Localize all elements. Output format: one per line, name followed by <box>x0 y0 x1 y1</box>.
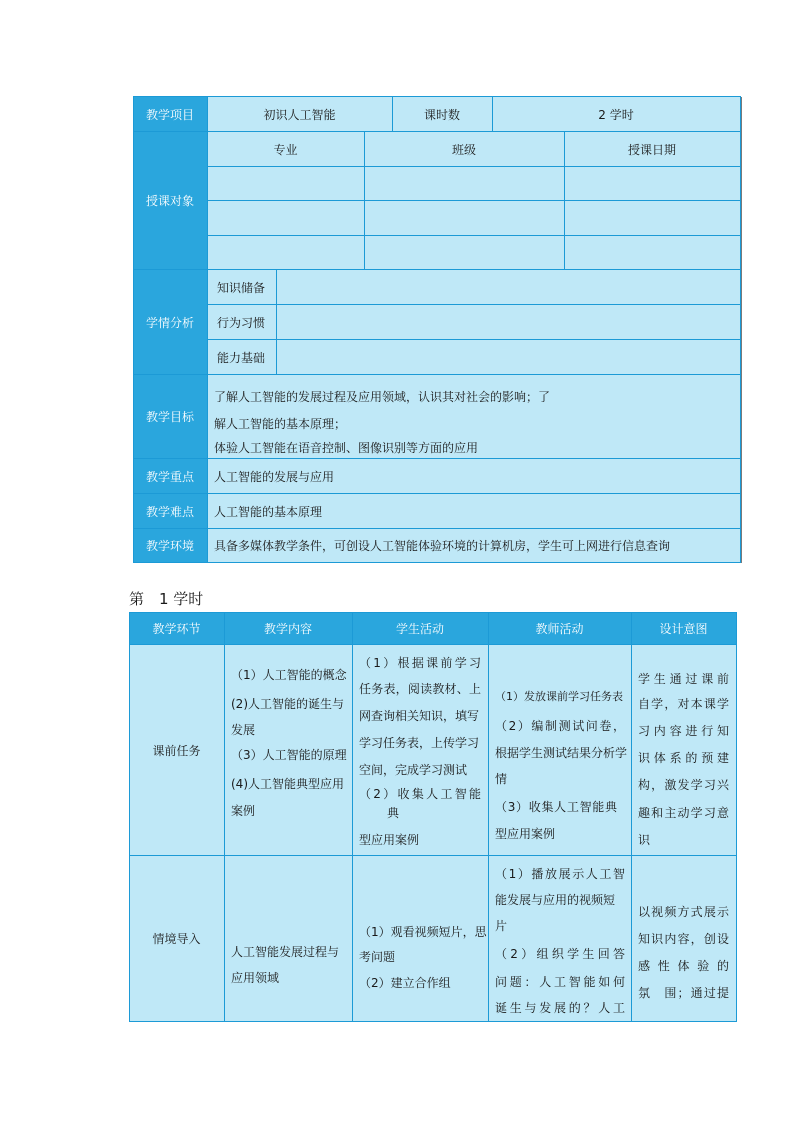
list-item: 网查询相关知识，填写 <box>359 709 480 723</box>
list-item: 空间，完成学习测试 <box>359 763 468 777</box>
list-item: （3）人工智能的原理 <box>231 748 347 762</box>
list-item: 型应用案例 <box>495 827 556 841</box>
goal-line-2: 解人工智能的基本原理； <box>214 417 347 431</box>
list-item: 人工智能发展过程与 <box>231 945 340 959</box>
hours-value: 2 学时 <box>598 107 634 122</box>
list-item: (2)人工智能的诞生与 <box>231 697 344 711</box>
key-point-label: 教学重点 <box>145 469 194 484</box>
list-item: （1）播放展示人工智 <box>495 867 625 881</box>
list-item: 识体系的预建 <box>638 751 729 765</box>
difficulty-label: 教学难点 <box>145 504 194 519</box>
list-item: 型应用案例 <box>359 833 420 847</box>
analysis-ability: 能力基础 <box>217 350 266 365</box>
goal-line-1: 了解人工智能的发展过程及应用领域，认识其对社会的影响；了 <box>214 390 551 404</box>
list-item: 诞生与发展的？人工 <box>495 1001 625 1015</box>
major-header: 专业 <box>273 142 298 157</box>
header-stage: 教学环节 <box>152 621 201 636</box>
list-item: （1）人工智能的概念 <box>231 668 347 682</box>
session-heading: 第 1 学时 <box>129 590 204 608</box>
list-item: （1）根据课前学习 <box>359 656 481 670</box>
list-item: (4)人工智能典型应用 <box>231 777 344 791</box>
list-item: 学习任务表，上传学习 <box>359 736 480 750</box>
goal-label: 教学目标 <box>145 410 194 424</box>
list-item: （1）观看视频短片，思 <box>359 925 487 939</box>
difficulty-value: 人工智能的基本原理 <box>214 504 323 519</box>
project-label: 教学项目 <box>145 107 194 122</box>
audience-label: 授课对象 <box>145 194 194 208</box>
list-item: 习内容进行知 <box>638 724 729 738</box>
list-item: 任务表，阅读教材、上 <box>359 682 481 696</box>
list-item: 识 <box>638 833 651 847</box>
list-item: （3）收集人工智能典 <box>495 800 617 814</box>
list-item: 知识内容，创设 <box>638 932 729 946</box>
list-item: 案例 <box>231 804 256 818</box>
header-student-activity: 学生活动 <box>395 621 444 636</box>
list-item: 发展 <box>231 723 256 737</box>
goal-line-3: 体验人工智能在语音控制、图像识别等方面的应用 <box>214 441 479 455</box>
list-item: 感性体验的 <box>638 959 729 973</box>
project-value: 初识人工智能 <box>263 107 336 122</box>
header-design-intent: 设计意图 <box>659 621 708 636</box>
list-item: 自学，对本课学 <box>638 697 729 711</box>
header-content: 教学内容 <box>263 621 312 636</box>
list-item: （2）组织学生回答 <box>495 947 625 961</box>
list-item: 根据学生测试结果分析学 <box>495 746 628 760</box>
date-header: 授课日期 <box>627 142 676 157</box>
list-item: 能发展与应用的视频短 <box>495 893 616 907</box>
list-item: 学生通过课前 <box>638 672 729 686</box>
list-item: 以视频方式展示 <box>638 905 729 919</box>
list-item: （1）发放课前学习任务表 <box>495 690 623 703</box>
list-item: 典 <box>387 806 400 820</box>
list-item: 情 <box>495 772 508 786</box>
analysis-label: 学情分析 <box>145 315 194 330</box>
list-item: （2）编制测试问卷， <box>495 719 625 733</box>
list-item: 趣和主动学习意 <box>638 806 729 820</box>
stage-pre-class: 课前任务 <box>152 743 201 758</box>
list-item: （2）收集人工智能 <box>359 787 481 801</box>
list-item: 应用领域 <box>231 971 280 985</box>
hours-label: 课时数 <box>423 107 460 122</box>
environment-value: 具备多媒体教学条件，可创设人工智能体验环境的计算机房，学生可上网进行信息查询 <box>214 539 671 553</box>
list-item: 问题：人工智能如何 <box>495 975 625 989</box>
list-item: （2）建立合作组 <box>359 976 451 990</box>
stage-scenario-intro: 情境导入 <box>152 932 201 946</box>
analysis-knowledge: 知识储备 <box>217 280 266 295</box>
list-item: 构，激发学习兴 <box>638 778 729 792</box>
header-teacher-activity: 教师活动 <box>535 621 584 636</box>
list-item: 片 <box>495 919 508 933</box>
environment-label: 教学环境 <box>145 539 194 553</box>
list-item: 氛 围；通过提 <box>638 986 729 1000</box>
analysis-habits: 行为习惯 <box>217 315 266 330</box>
list-item: 考问题 <box>359 950 396 964</box>
key-point-value: 人工智能的发展与应用 <box>214 469 335 484</box>
class-header: 班级 <box>451 142 476 157</box>
